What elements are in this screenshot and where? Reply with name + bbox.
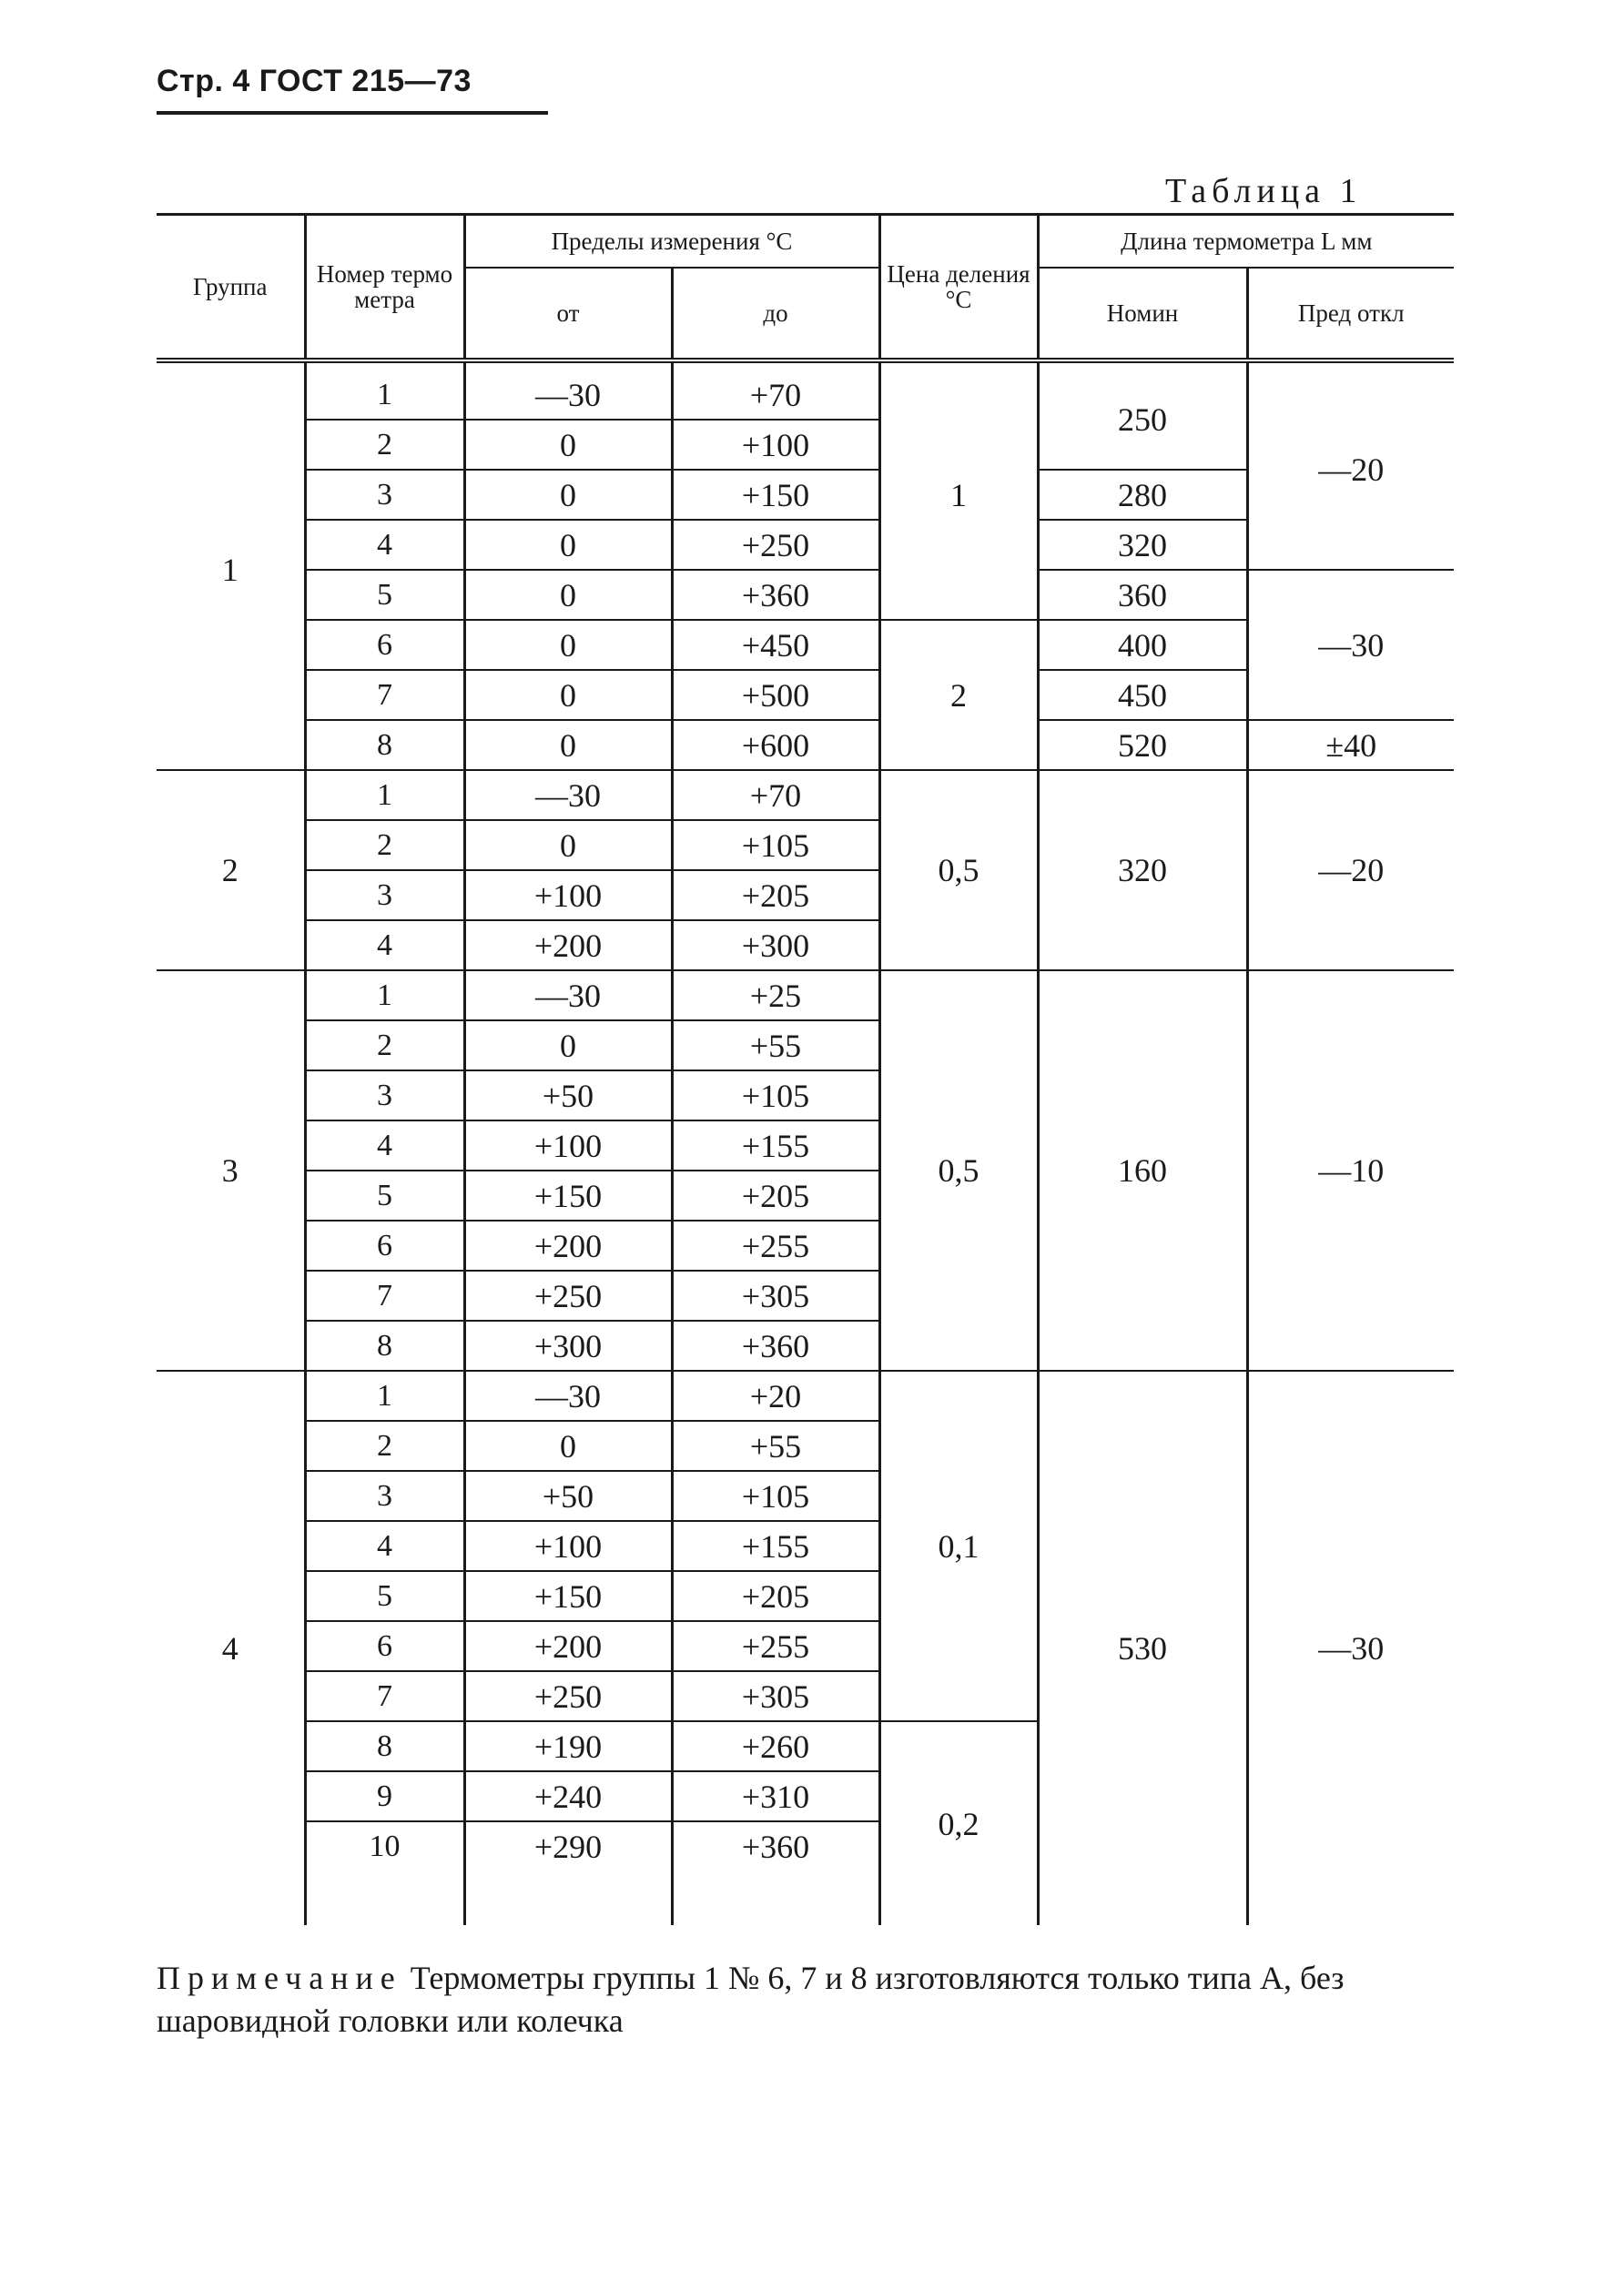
range-from: 0: [464, 1421, 672, 1471]
range-from: —30: [464, 360, 672, 420]
thermometer-number: 4: [305, 520, 464, 570]
header-length: Длина термометра L мм: [1038, 215, 1454, 269]
thermometer-number: 6: [305, 620, 464, 670]
thermometer-number: 4: [305, 920, 464, 970]
thermometer-table: [157, 213, 1454, 1925]
range-from: 0: [464, 420, 672, 470]
thermometer-number: 10: [305, 1821, 464, 1870]
range-to: +600: [672, 720, 879, 770]
group-cell: 4: [221, 1630, 239, 1667]
group-cell: 2: [157, 770, 305, 970]
deviation-cell: —10: [1247, 970, 1454, 1371]
length-cell: 320: [1038, 770, 1247, 970]
range-to: +55: [672, 1421, 879, 1471]
length-cell: 400: [1038, 620, 1247, 670]
deviation-cell: —30: [1247, 1371, 1454, 1925]
range-from: +250: [464, 1271, 672, 1321]
header-division: Цена деления °С: [879, 215, 1038, 361]
length-cell: 520: [1038, 720, 1247, 770]
table-row: [157, 360, 1454, 420]
thermometer-number: 5: [305, 1171, 464, 1221]
range-from: 0: [464, 620, 672, 670]
thermometer-number: 1: [305, 1371, 464, 1421]
thermometer-number: 8: [305, 1321, 464, 1371]
thermometer-number: 2: [305, 820, 464, 870]
range-to: +25: [672, 970, 879, 1020]
thermometer-number: 6: [305, 1221, 464, 1271]
spacer-cell: [305, 1870, 464, 1925]
range-to: +155: [672, 1120, 879, 1171]
table-container: [157, 213, 1454, 1925]
division-cell: 1: [879, 360, 1038, 620]
range-from: 0: [464, 670, 672, 720]
range-from: —30: [464, 970, 672, 1020]
header-range-to: до: [672, 268, 879, 360]
range-to: +150: [672, 470, 879, 520]
length-cell: 250: [1038, 360, 1247, 470]
table-row: [157, 1371, 1454, 1421]
table-row: [157, 970, 1454, 1020]
table-caption: Таблица 1: [1165, 172, 1363, 210]
division-cell: 0,1: [879, 1371, 1038, 1721]
range-from: —30: [464, 770, 672, 820]
thermometer-number: 6: [305, 1621, 464, 1671]
range-to: +305: [672, 1671, 879, 1721]
running-head: Стр. 4 ГОСТ 215—73: [157, 64, 472, 98]
thermometer-number: 4: [305, 1120, 464, 1171]
range-from: 0: [464, 570, 672, 620]
header-number: Номер термо метра: [305, 215, 464, 361]
length-cell: 320: [1038, 520, 1247, 570]
range-from: 0: [464, 520, 672, 570]
range-to: +205: [672, 1571, 879, 1621]
range-to: +205: [672, 870, 879, 920]
length-cell: 450: [1038, 670, 1247, 720]
range-to: +155: [672, 1521, 879, 1571]
thermometer-number: 1: [305, 770, 464, 820]
range-from: 0: [464, 1020, 672, 1070]
header-range: Пределы измерения °С: [464, 215, 879, 269]
range-to: +205: [672, 1171, 879, 1221]
range-to: +70: [672, 360, 879, 420]
range-from: +150: [464, 1571, 672, 1621]
range-from: +100: [464, 870, 672, 920]
range-to: +360: [672, 570, 879, 620]
note-text: Термометры группы 1 № 6, 7 и 8 изготовляются только типа А, без шаровидной головки или колечка: [157, 1960, 1345, 2039]
range-to: +360: [672, 1821, 879, 1870]
thermometer-number: 3: [305, 1070, 464, 1120]
range-from: +100: [464, 1521, 672, 1571]
range-from: +200: [464, 920, 672, 970]
thermometer-number: 9: [305, 1771, 464, 1821]
division-cell: 0,5: [879, 770, 1038, 970]
thermometer-number: 3: [305, 870, 464, 920]
header-deviation: Пред откл: [1247, 268, 1454, 360]
range-from: +200: [464, 1621, 672, 1671]
length-cell: 360: [1038, 570, 1247, 620]
thermometer-number: 3: [305, 470, 464, 520]
range-from: +150: [464, 1171, 672, 1221]
range-to: +105: [672, 1471, 879, 1521]
range-from: +300: [464, 1321, 672, 1371]
thermometer-number: 1: [305, 360, 464, 420]
deviation-cell: ±40: [1247, 720, 1454, 770]
range-to: +250: [672, 520, 879, 570]
range-to: +305: [672, 1271, 879, 1321]
note-label: Примечание: [157, 1960, 402, 1996]
range-from: +240: [464, 1771, 672, 1821]
thermometer-number: 8: [305, 1721, 464, 1771]
range-from: +100: [464, 1120, 672, 1171]
header-nominal: Номин: [1038, 268, 1247, 360]
deviation-cell: —20: [1247, 770, 1454, 970]
header-group: Группа: [157, 215, 305, 361]
range-to: +55: [672, 1020, 879, 1070]
range-from: +290: [464, 1821, 672, 1870]
range-to: +105: [672, 820, 879, 870]
table-row: [157, 720, 1454, 770]
range-to: +255: [672, 1221, 879, 1271]
group-cell: 3: [157, 970, 305, 1371]
range-from: 0: [464, 720, 672, 770]
length-cell: 280: [1038, 470, 1247, 520]
range-from: +50: [464, 1471, 672, 1521]
range-to: +70: [672, 770, 879, 820]
range-to: +300: [672, 920, 879, 970]
range-to: +100: [672, 420, 879, 470]
thermometer-number: 2: [305, 1020, 464, 1070]
range-from: 0: [464, 820, 672, 870]
spacer-cell: [464, 1870, 672, 1925]
range-to: +450: [672, 620, 879, 670]
table-row: [157, 770, 1454, 820]
range-from: +250: [464, 1671, 672, 1721]
deviation-cell: —30: [1247, 570, 1454, 720]
range-to: +360: [672, 1321, 879, 1371]
spacer-cell: [672, 1870, 879, 1925]
header-range-from: от: [464, 268, 672, 360]
running-head-rule: [157, 111, 548, 115]
thermometer-number: 7: [305, 1671, 464, 1721]
range-from: +200: [464, 1221, 672, 1271]
thermometer-number: 3: [305, 1471, 464, 1521]
thermometer-number: 5: [305, 570, 464, 620]
length-cell: 530: [1038, 1371, 1247, 1925]
table-row: [157, 570, 1454, 620]
thermometer-number: 2: [305, 1421, 464, 1471]
range-to: +500: [672, 670, 879, 720]
thermometer-number: 7: [305, 670, 464, 720]
table-note: [157, 1957, 1454, 2043]
thermometer-number: 1: [305, 970, 464, 1020]
length-cell: 160: [1038, 970, 1247, 1371]
range-to: +255: [672, 1621, 879, 1671]
range-from: —30: [464, 1371, 672, 1421]
division-cell: 0,5: [879, 970, 1038, 1371]
range-to: +260: [672, 1721, 879, 1771]
thermometer-number: 2: [305, 420, 464, 470]
group-cell: 1: [157, 360, 305, 770]
range-to: +105: [672, 1070, 879, 1120]
division-cell: 0,2: [879, 1721, 1038, 1925]
thermometer-number: 5: [305, 1571, 464, 1621]
thermometer-number: 8: [305, 720, 464, 770]
range-from: +50: [464, 1070, 672, 1120]
range-from: 0: [464, 470, 672, 520]
deviation-cell: —20: [1247, 360, 1454, 570]
range-to: +20: [672, 1371, 879, 1421]
division-cell: 2: [879, 620, 1038, 770]
range-to: +310: [672, 1771, 879, 1821]
thermometer-number: 4: [305, 1521, 464, 1571]
thermometer-number: 7: [305, 1271, 464, 1321]
range-from: +190: [464, 1721, 672, 1771]
